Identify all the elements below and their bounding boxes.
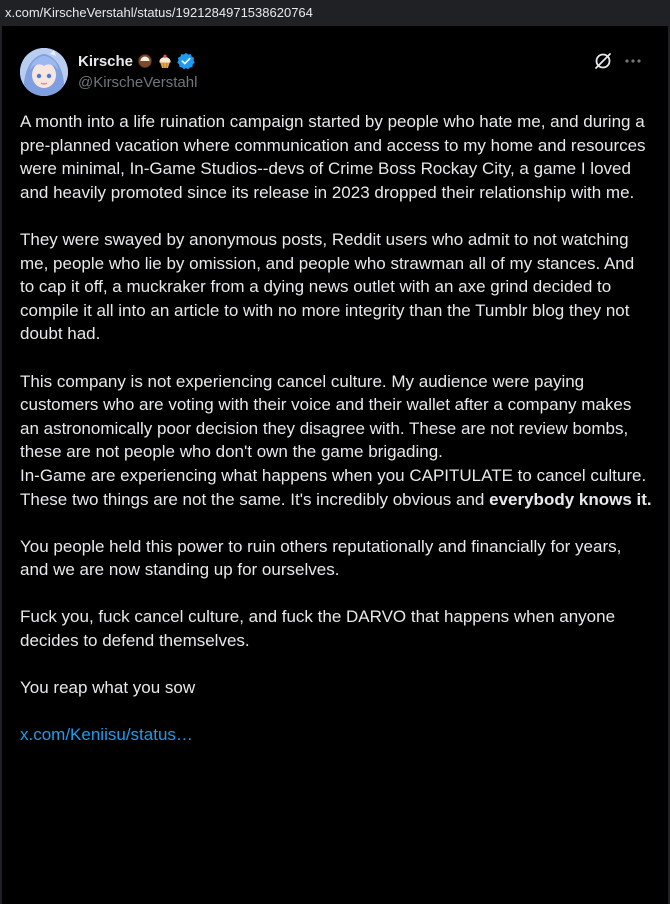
tweet-link-paragraph xyxy=(20,723,652,747)
avatar-image xyxy=(20,48,68,96)
author-name-row[interactable] xyxy=(78,51,195,71)
tweet-paragraph: You people held this power to ruin others reputationally and financially for years, and we are now standing up for ourselves. xyxy=(20,536,622,580)
bold-emphasis: everybody knows it. xyxy=(489,489,652,509)
grok-icon[interactable] xyxy=(592,50,614,72)
more-options-icon[interactable] xyxy=(622,50,644,72)
coconut-emoji-icon xyxy=(137,53,153,69)
author-handle[interactable]: @KirscheVerstahl xyxy=(78,74,198,91)
tweet-text xyxy=(20,110,652,771)
tweet-paragraph: You reap what you sow xyxy=(20,678,196,698)
avatar[interactable] xyxy=(20,48,68,96)
display-name[interactable]: Kirsche xyxy=(78,52,134,70)
address-bar[interactable]: x.com/KirscheVerstahl/status/1921284971538620764 xyxy=(0,0,670,26)
quoted-status-link[interactable]: x.com/Keniisu/status… xyxy=(20,725,193,745)
cupcake-emoji-icon xyxy=(157,53,173,69)
tweet-paragraph: They were swayed by anonymous posts, Reddit users who admit to not watching me, people who lie by omission, and people who strawman all of my stances. And to cap it off, a muckraker from a dying news outlet with an axe grind decided to compile it all into an article to with no more integrity than the Tumblr blog they not doubt had. xyxy=(20,229,635,344)
tweet-card xyxy=(2,26,668,904)
verified-badge-icon[interactable] xyxy=(177,52,195,70)
tweet-paragraph: This company is not experiencing cancel culture. My audience were paying customers who are voting with their voice and their wallet after a company makes an astronomically poor decision they disagree with. These are not review bombs, these are not people who don't own the game brigading. xyxy=(20,371,632,462)
tweet-paragraph-text: In-Game are experiencing what happens when you CAPITULATE to cancel culture. These two things are not the same. It's incredibly obvious and xyxy=(20,465,647,509)
tweet-paragraph: Fuck you, fuck cancel culture, and fuck the DARVO that happens when anyone decides to defend themselves. xyxy=(20,607,616,651)
tweet-paragraph: A month into a life ruination campaign started by people who hate me, and during a pre-planned vacation where communication and access to my home and resources were minimal, In-Game Studios--devs of Crime Boss Rockay City, a game I loved and heavily promoted since its release in 2023 dropped their relationship with me. xyxy=(20,112,646,202)
tweet-paragraph xyxy=(20,464,652,511)
